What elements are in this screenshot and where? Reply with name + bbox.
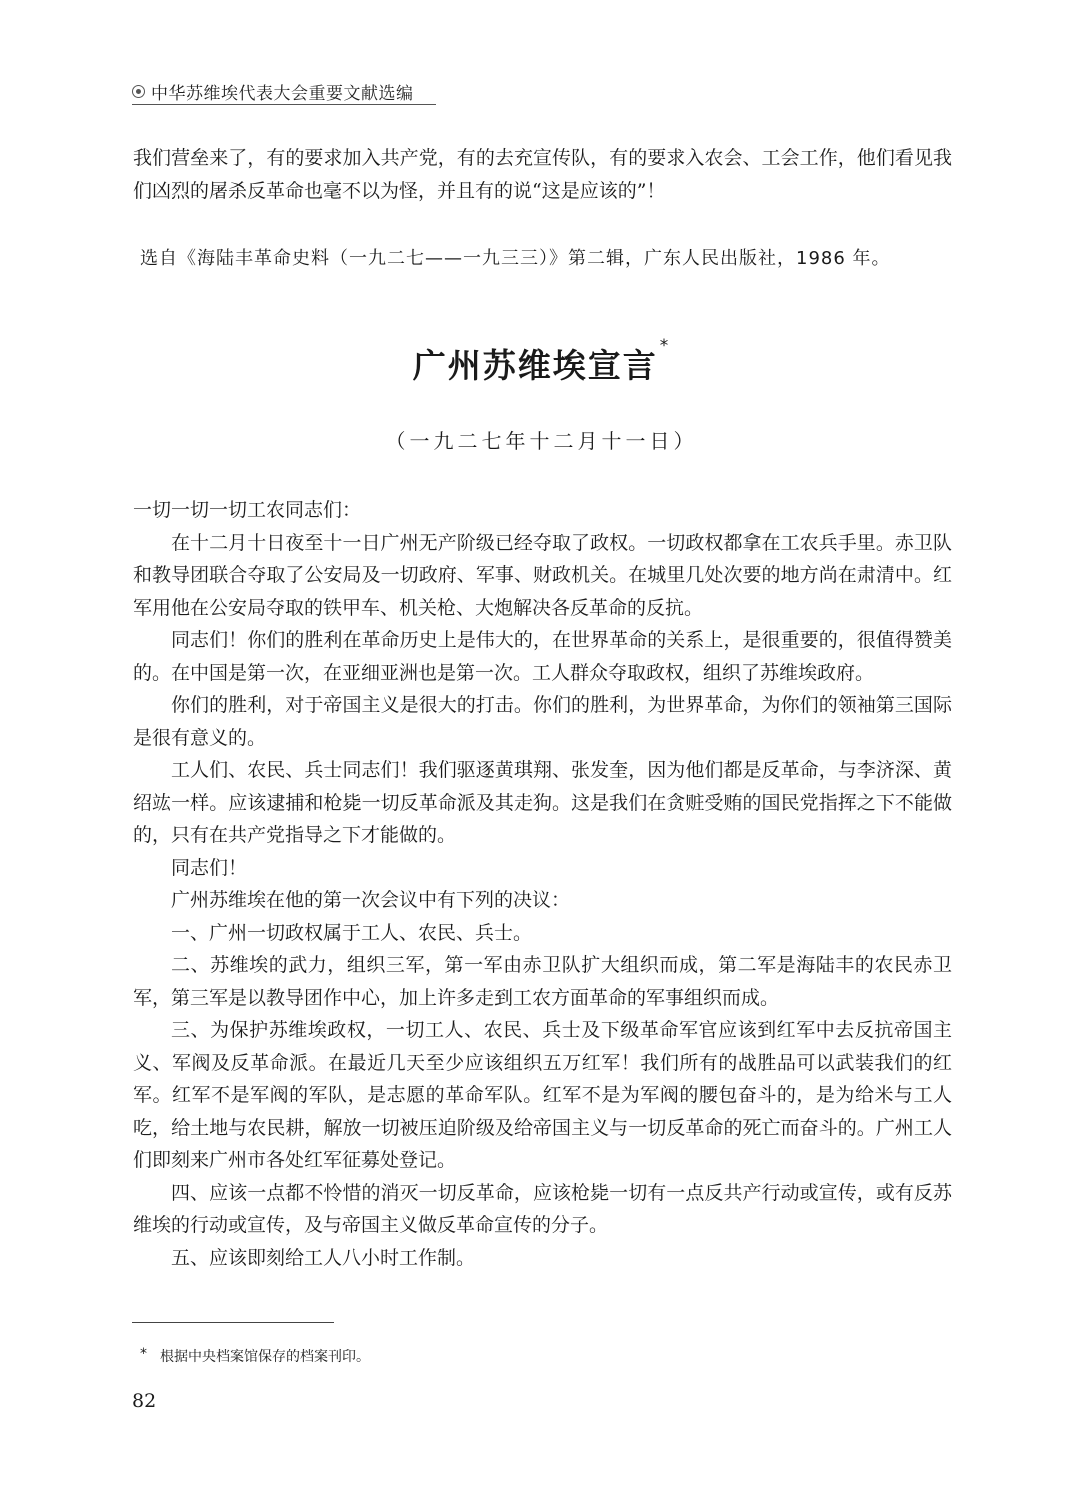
footnote-divider (132, 1322, 334, 1323)
page-number: 82 (132, 1390, 157, 1412)
footnote-text: 根据中央档案馆保存的档案刊印。 (160, 1349, 370, 1365)
footnote-mark: * (140, 1346, 147, 1362)
body-paragraph: 同志们！ (171, 856, 248, 879)
resolution-item: 一、广州一切政权属于工人、农民、兵士。 (171, 921, 533, 944)
continuation-text (133, 142, 952, 207)
body-paragraph: 你们的胜利，对于帝国主义是很大的打击。你们的胜利，为世界革命，为你们的领袖第三国际是很有意义的。 (133, 694, 952, 749)
continuation-paragraph: 我们营垒来了，有的要求加入共产党，有的去充宣传队，有的要求入农会、工会工作，他们看见我们凶烈的屠杀反革命也毫不以为怪，并且有的说“这是应该的”！ (133, 147, 952, 202)
body-paragraph: 同志们！你们的胜利在革命历史上是伟大的，在世界革命的关系上，是很重要的，很值得赞美的。在中国是第一次，在亚细亚洲也是第一次。工人群众夺取政权，组织了苏维埃政府。 (133, 629, 952, 684)
footnote-reference-mark: * (659, 336, 671, 356)
document-title-line (0, 336, 1083, 387)
resolution-item: 五、应该即刻给工人八小时工作制。 (171, 1246, 476, 1269)
running-header (132, 78, 436, 105)
resolution-item: 四、应该一点都不怜惜的消灭一切反革命，应该枪毙一切有一点反共产行动或宣传，或有反苏维埃的行动或宣传，及与帝国主义做反革命宣传的分子。 (133, 1181, 952, 1236)
body-paragraph: 工人们、农民、兵士同志们！我们驱逐黄琪翔、张发奎，因为他们都是反革命，与李济深、黄绍竑一样。应该逮捕和枪毙一切反革命派及其走狗。这是我们在贪赃受贿的国民党指挥之下不能做的，只有在共产党指导之下才能做的。 (133, 759, 952, 846)
document-title: 广州苏维埃宣言 (412, 346, 658, 385)
document-body (133, 494, 952, 1274)
resolution-item: 三、为保护苏维埃政权，一切工人、农民、兵士及下级革命军官应该到红军中去反抗帝国主义、军阀及反革命派。在最近几天至少应该组织五万红军！我们所有的战胜品可以武装我们的红军。红军不是军阀的军队，是志愿的革命军队。红军不是为军阀的腰包奋斗的，是为给米与工人吃，给土地与农民耕，解放一切被压迫阶级及给帝国主义与一切反革命的死亡而奋斗的。广州工人们即刻来广州市各处红军征募处登记。 (133, 1019, 952, 1171)
body-paragraph: 在十二月十日夜至十一日广州无产阶级已经夺取了政权。一切政权都拿在工农兵手里。赤卫队和教导团联合夺取了公安局及一切政府、军事、财政机关。在城里几处次要的地方尚在肃清中。红军用他在公安局夺取的铁甲车、机关枪、大炮解决各反革命的反抗。 (133, 531, 952, 619)
resolution-item: 二、苏维埃的武力，组织三军，第一军由赤卫队扩大组织而成，第二军是海陆丰的农民赤卫军，第三军是以教导团作中心，加上许多走到工农方面革命的军事组织而成。 (133, 954, 952, 1009)
salutation: 一切一切一切工农同志们： (133, 499, 362, 521)
body-paragraph: 广州苏维埃在他的第一次会议中有下列的决议： (171, 889, 571, 911)
running-title: 中华苏维埃代表大会重要文献选编 (151, 83, 414, 104)
document-date: （一九二七年十二月十一日） (385, 429, 698, 453)
source-note: 选自《海陆丰革命史料（一九二七——一九三三）》第二辑，广东人民出版社，1986 年。 (140, 248, 891, 269)
footnote (140, 1346, 370, 1366)
bullet-circle-icon (132, 85, 145, 98)
